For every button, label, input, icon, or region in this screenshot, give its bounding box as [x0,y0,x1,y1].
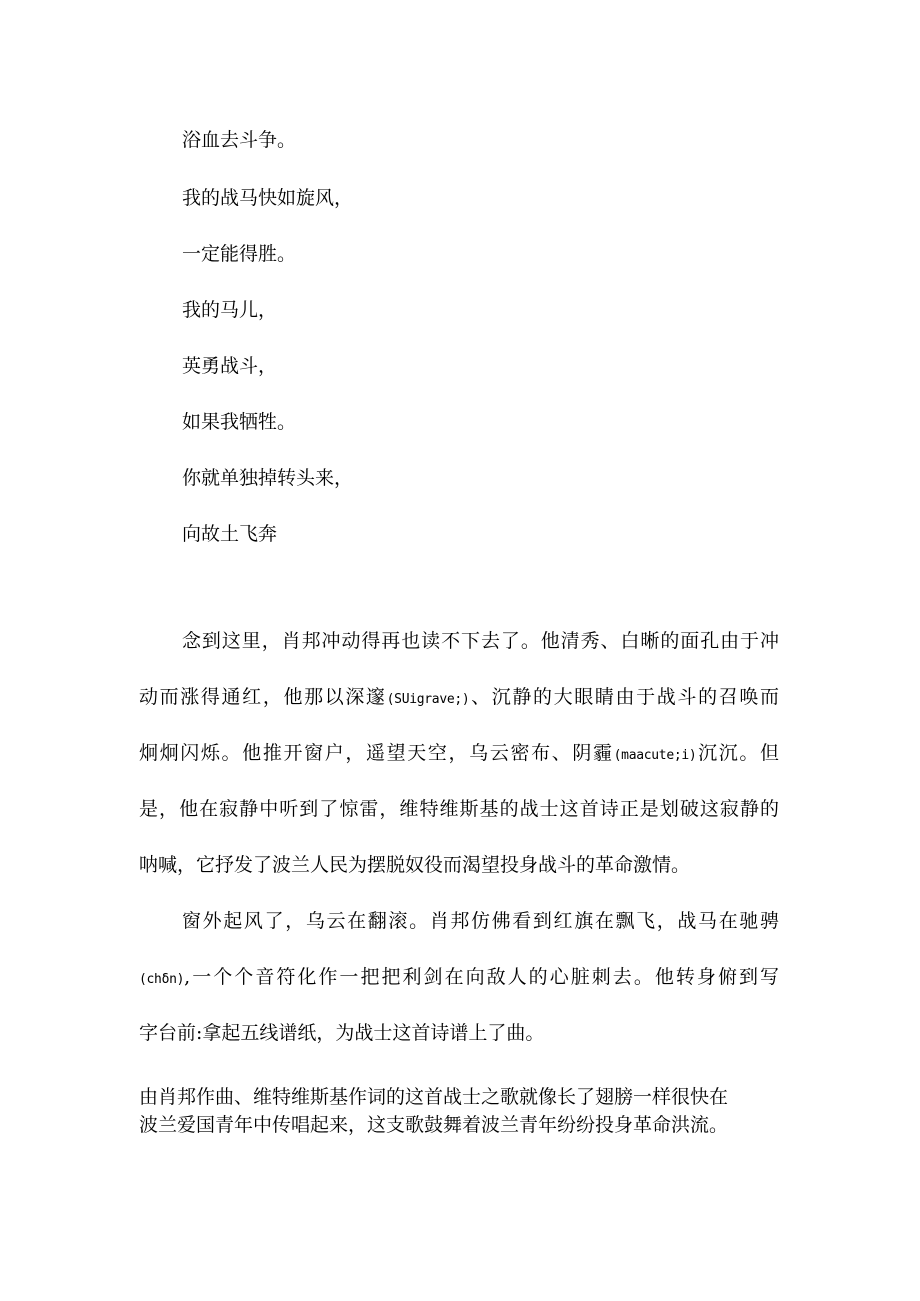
text-segment: 炯炯闪烁。他推开窗户，遥望天空，乌云密布、阴霾 [139,742,614,764]
paragraph-line: 呐喊，它抒发了波兰人民为摆脱奴役而渴望投身战斗的革命激情。 [139,854,691,876]
poem-line: 浴血去斗争。 [182,129,297,151]
text-segment: 沉沉。但 [696,742,779,764]
poem-line: 我的战马快如旋风， [182,187,354,209]
pronunciation-note: (chδn) [139,972,185,987]
poem-line: 我的马儿， [182,299,278,321]
paragraph-line: 是，他在寂静中听到了惊雷，维特维斯基的战士这首诗正是划破这寂静的 [139,798,779,820]
poem-line: 你就单独掉转头来， [182,467,354,489]
pronunciation-note: (maacute;i) [613,748,697,763]
paragraph-line: 字台前:拿起五线谱纸，为战士这首诗谱上了曲。 [139,1022,545,1044]
paragraph-line [139,742,779,767]
poem-line: 向故土飞奔 [182,523,278,545]
paragraph-line [139,686,779,711]
poem-line: 一定能得胜。 [182,243,297,265]
text-segment: 、沉静的大眼睛由于战斗的召唤而 [469,686,779,708]
text-segment: 动而涨得通红，他那以深邃 [139,686,387,708]
pronunciation-note: (SUigrave;) [386,692,470,707]
text-segment: ,一个个音符化作一把把利剑在向敌人的心脏刺去。他转身俯到写 [184,966,779,988]
paragraph-line: 窗外起风了，乌云在翻滚。肖邦仿佛看到红旗在飘飞，战马在驰骋 [182,910,779,932]
poem-line: 英勇战斗， [182,355,278,377]
paragraph-line: 念到这里，肖邦冲动得再也读不下去了。他清秀、白晰的面孔由于冲 [182,630,779,652]
paragraph-line [139,966,779,991]
paragraph-line: 波兰爱国青年中传唱起来，这支歌鼓舞着波兰青年纷纷投身革命洪流。 [139,1114,729,1136]
poem-line: 如果我牺牲。 [182,411,297,433]
paragraph-line: 由肖邦作曲、维特维斯基作词的这首战士之歌就像长了翅膀一样很快在 [139,1086,729,1108]
